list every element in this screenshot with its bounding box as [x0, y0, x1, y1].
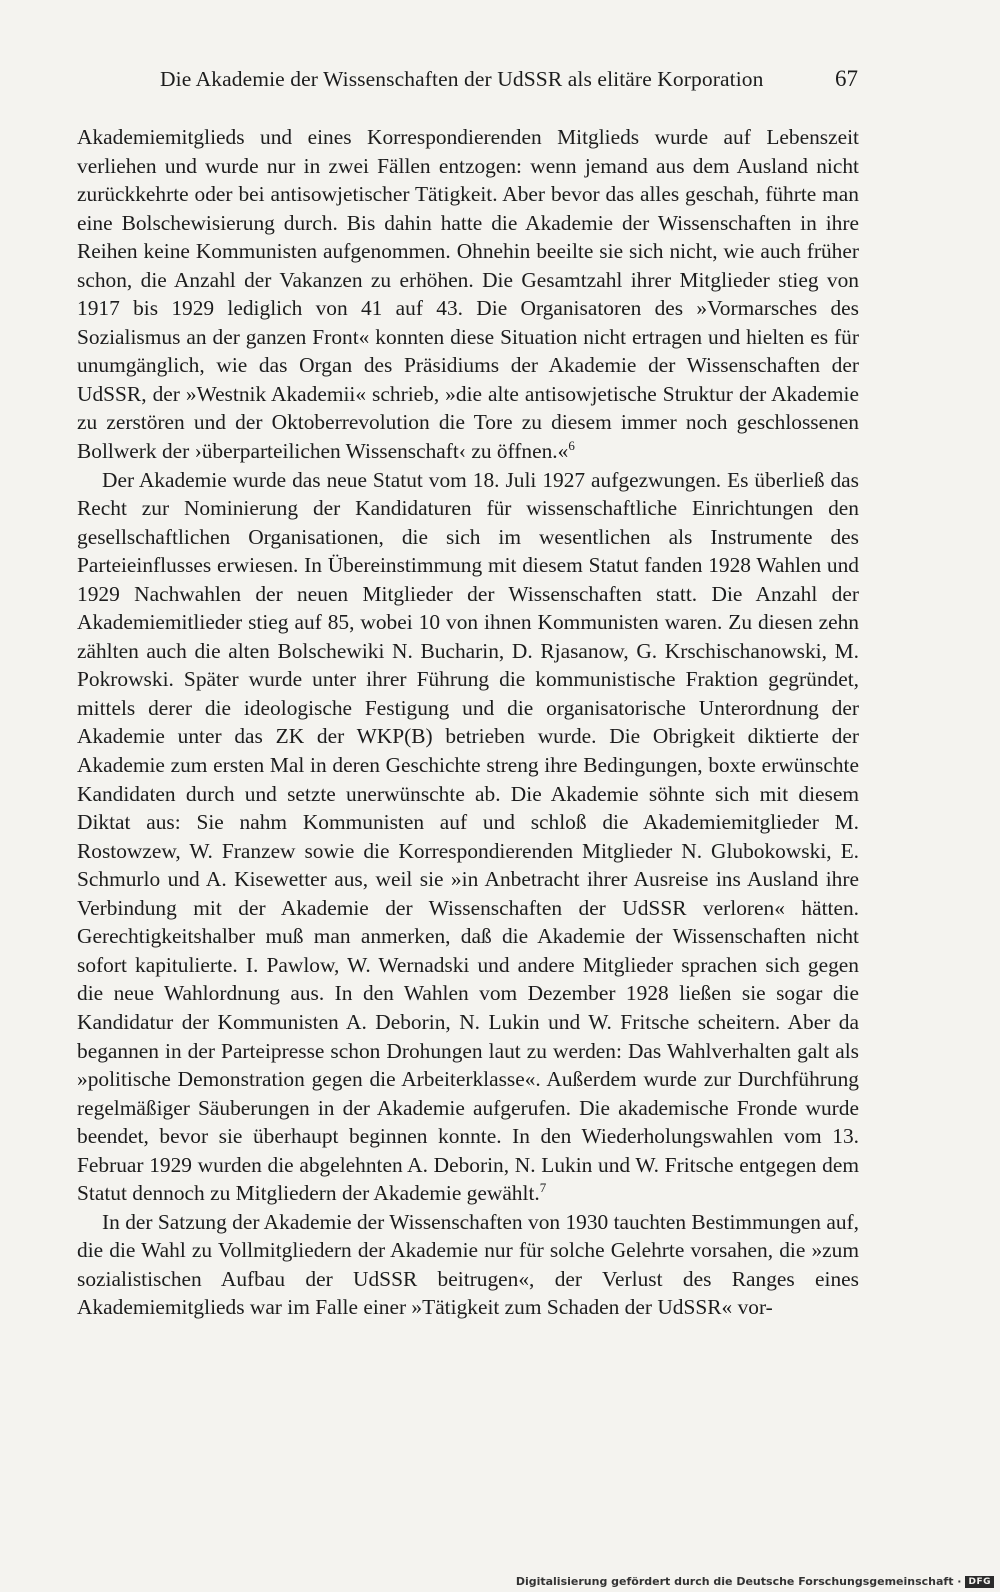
paragraph-3-text: In der Satzung der Akademie der Wissenschaften von 1930 tauchten Bestimmungen auf, die die Wahl zu Vollmitgliedern der Akademie nur für solche Gelehrte vorsahen, die »zum sozialistischen Aufbau der UdSSR beitrugen«, der Verlust des Ranges eines Akademiemitglieds war im Falle einer »Tätigkeit zum Schaden der UdSSR« vor- [77, 1209, 859, 1320]
footnote-marker-7[interactable]: 7 [539, 1180, 547, 1196]
page-number: 67 [835, 66, 858, 91]
paragraph-2-text: Der Akademie wurde das neue Statut vom 18. Juli 1927 aufgezwungen. Es überließ das Recht zur Nominierung der Kandidaturen für wissenschaftliche Einrichtungen den gesellschaftlichen Organisationen, die sich im wesentlichen als Instrumente des Parteieinflusses erwiesen. In Übereinstimmung mit diesem Statut fanden 1928 Wahlen und 1929 Nachwahlen der neuen Mitglieder der Wissenschaften statt. Die Anzahl der Akademiemitlieder stieg auf 85, wobei 10 von ihnen Kommunisten waren. Zu diesen zehn zählten auch die alten Bolschewiki N. Bucharin, D. Rjasanow, G. Krschischanowski, M. Pokrowski. Später wurde unter ihrer Führung die kommunistische Fraktion gegründet, mittels derer die ideologische Festigung und die organisatorische Unterordnung der Akademie unter das ZK der WKP(B) betrieben wurde. Die Obrigkeit diktierte der Akademie zum ersten Mal in deren Geschichte streng ihre Bedingungen, boxte erwünschte Kandidaten durch und setzte unerwünschte ab. Die Akademie söhnte sich mit diesem Diktat aus: Sie nahm Kommunisten auf und schloß die Akademiemitglieder M. Rostowzew, W. Franzew sowie die Korrespondierenden Mitglieder N. Glubokowski, E. Schmurlo und A. Kisewetter aus, weil sie »in Anbetracht ihrer Ausreise ins Ausland ihre Verbindung mit der Akademie der Wissenschaften der UdSSR verloren« hätten. Gerechtigkeitshalber muß man anmerken, daß die Akademie der Wissenschaften nicht sofort kapitulierte. I. Pawlow, W. Wernadski und andere Mitglieder sprachen sich gegen die neue Wahlordnung aus. In den Wahlen vom Dezember 1928 ließen sie sogar die Kandidatur der Kommunisten A. Deborin, N. Lukin und W. Fritsche scheitern. Aber da begannen in der Parteipresse schon Drohungen laut zu werden: Das Wahlverhalten galt als »politische Demonstration gegen die Arbeiterklasse«. Außerdem wurde zur Durchführung regelmäßiger Säuberungen in der Akademie aufgerufen. Die akademische Fronde wurde beendet, bevor sie überhaupt beginnen konnte. In den Wiederholungswahlen vom 13. Februar 1929 wurden die abgelehnten A. Deborin, N. Lukin und W. Fritsche entgegen dem Statut dennoch zu Mitgliedern der Akademie gewählt. [77, 467, 859, 1206]
digitization-credit [516, 1575, 994, 1588]
paragraph-1 [77, 123, 859, 466]
paragraph-1-text: Akademiemitglieds und eines Korrespondierenden Mitglieds wurde auf Lebenszeit verliehen und wurde nur in zwei Fällen entzogen: wenn jemand aus dem Ausland nicht zurückkehrte oder bei antisowjetischer Tätigkeit. Aber bevor das alles geschah, führte man eine Bolschewisierung durch. Bis dahin hatte die Akademie der Wissenschaften in ihre Reihen keine Kommunisten aufgenommen. Ohnehin beeilte sie sich nicht, wie auch früher schon, die Anzahl der Vakanzen zu erhöhen. Die Gesamtzahl ihrer Mitglieder stieg von 1917 bis 1929 lediglich von 41 auf 43. Die Organisatoren des »Vormarsches des Sozialismus an der ganzen Front« konnten diese Situation nicht ertragen und hielten es für unumgänglich, wie das Organ des Präsidiums der Akademie der Wissenschaften der UdSSR, der »Westnik Akademii« schrieb, »die alte antisowjetische Struktur der Akademie zu zerstören und der Oktoberrevolution die Tore zu diesem immer noch geschlossenen Bollwerk der ›überparteilichen Wissenschaft‹ zu öffnen.« [77, 125, 859, 464]
paragraph-2 [77, 466, 859, 1208]
footnote-marker-6[interactable]: 6 [568, 437, 575, 453]
body-text [77, 123, 859, 1322]
running-title: Die Akademie der Wissenschaften der UdSSR als elitäre Korporation [160, 67, 764, 91]
paragraph-3 [77, 1208, 859, 1322]
credit-text: Digitalisierung gefördert durch die Deutsche Forschungsgemeinschaft · [515, 1575, 962, 1588]
dfg-logo-icon: DFG [965, 1576, 994, 1588]
